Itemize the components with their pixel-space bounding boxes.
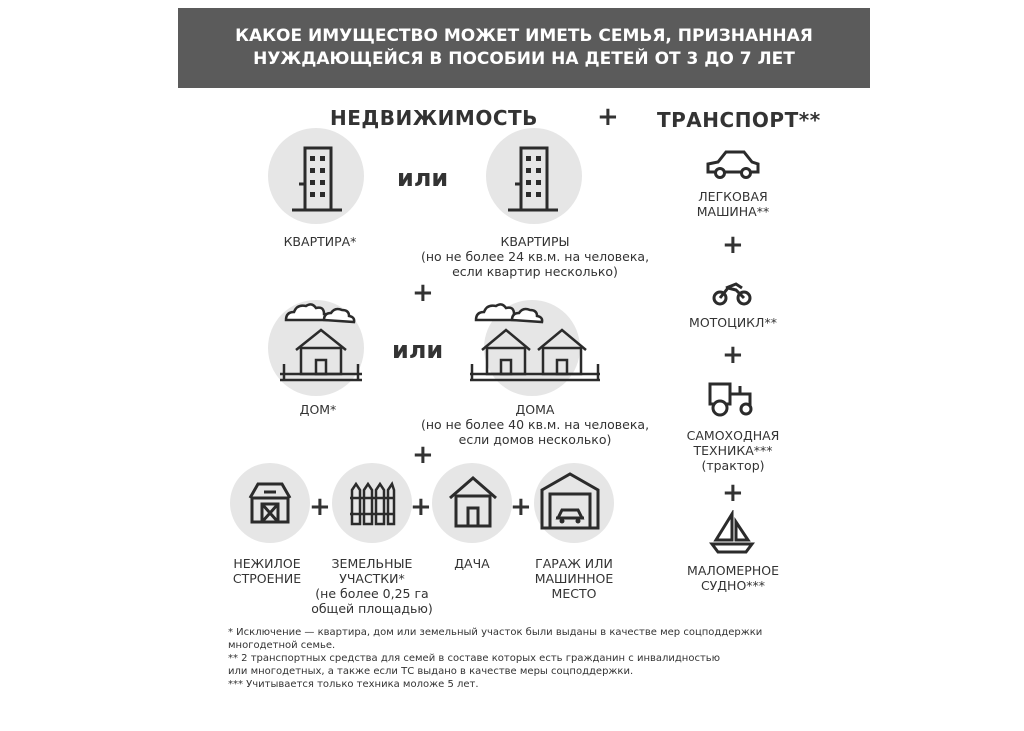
houses-label bbox=[400, 402, 670, 447]
plus-sign: + bbox=[510, 492, 532, 522]
or-word: или bbox=[397, 164, 449, 192]
boat-icon bbox=[708, 510, 756, 554]
apartments-note: (но не более 24 кв.м. на человека, если квартир несколько) bbox=[420, 249, 650, 279]
plus-sign: + bbox=[309, 492, 331, 522]
plus-sign: + bbox=[722, 478, 744, 508]
title-banner bbox=[178, 8, 870, 88]
dacha-label: ДАЧА bbox=[454, 556, 490, 571]
footnote-2: ** 2 транспортных средства для семей в составе которых есть гражданин с инвалидностью или многодетных, а также если ТС выдано в качестве меры соцподдержки. bbox=[228, 653, 721, 677]
plus-sign: + bbox=[722, 340, 744, 370]
plus-sign: + bbox=[412, 440, 434, 470]
apartment-building-icon bbox=[290, 144, 344, 214]
self-propelled-title: САМОХОДНАЯ ТЕХНИКА*** bbox=[686, 428, 780, 458]
houses-title: ДОМА bbox=[515, 402, 555, 417]
house-icon bbox=[276, 300, 366, 386]
apartment-label: КВАРТИРА* bbox=[283, 234, 357, 249]
footnote-1: * Исключение — квартира, дом или земельный участок были выданы в качестве мер соцподдержки многодетной семье. bbox=[228, 627, 763, 651]
transport-heading: ТРАНСПОРТ** bbox=[657, 108, 821, 132]
tractor-icon bbox=[706, 378, 756, 418]
nonresidential-label: НЕЖИЛОЕ СТРОЕНИЕ bbox=[232, 556, 302, 586]
apartments-label bbox=[400, 234, 670, 279]
houses-note: (но не более 40 кв.м. на человека, если домов несколько) bbox=[420, 417, 650, 447]
boat-label: МАЛОМЕРНОЕ СУДНО*** bbox=[687, 563, 779, 593]
footnote-3: *** Учитывается только техника моложе 5 лет. bbox=[228, 679, 479, 690]
apartment-building-icon bbox=[506, 144, 560, 214]
title-line-1: КАКОЕ ИМУЩЕСТВО МОЖЕТ ИМЕТЬ СЕМЬЯ, ПРИЗНАННАЯ bbox=[235, 26, 813, 46]
apartments-title: КВАРТИРЫ bbox=[500, 234, 570, 249]
plus-sign: + bbox=[722, 230, 744, 260]
house-label: ДОМ* bbox=[299, 402, 337, 417]
footnotes bbox=[228, 626, 828, 691]
land-title: ЗЕМЕЛЬНЫЕ УЧАСТКИ* bbox=[331, 556, 413, 586]
dacha-house-icon bbox=[446, 474, 500, 530]
title-line-2: НУЖДАЮЩЕЙСЯ В ПОСОБИИ НА ДЕТЕЙ ОТ 3 ДО 7 ЛЕТ bbox=[253, 49, 795, 69]
houses-icon bbox=[468, 300, 602, 386]
motorcycle-icon bbox=[712, 278, 752, 308]
plus-sign: + bbox=[410, 492, 432, 522]
land-note: (не более 0,25 га общей площадью) bbox=[311, 586, 433, 616]
car-icon bbox=[704, 148, 762, 180]
garage-label: ГАРАЖ ИЛИ МАШИННОЕ МЕСТО bbox=[534, 556, 614, 601]
self-propelled-note: (трактор) bbox=[701, 458, 765, 473]
car-label: ЛЕГКОВАЯ МАШИНА** bbox=[696, 189, 770, 219]
or-word: или bbox=[392, 336, 444, 364]
land-label bbox=[300, 556, 444, 616]
real-estate-heading: НЕДВИЖИМОСТЬ bbox=[330, 106, 538, 130]
barn-icon bbox=[246, 480, 294, 526]
plus-sign: + bbox=[597, 102, 619, 132]
fence-icon bbox=[348, 480, 396, 528]
self-propelled-label bbox=[664, 428, 802, 473]
plus-sign: + bbox=[412, 278, 434, 308]
garage-icon bbox=[538, 470, 602, 532]
motorcycle-label: МОТОЦИКЛ** bbox=[689, 315, 777, 330]
